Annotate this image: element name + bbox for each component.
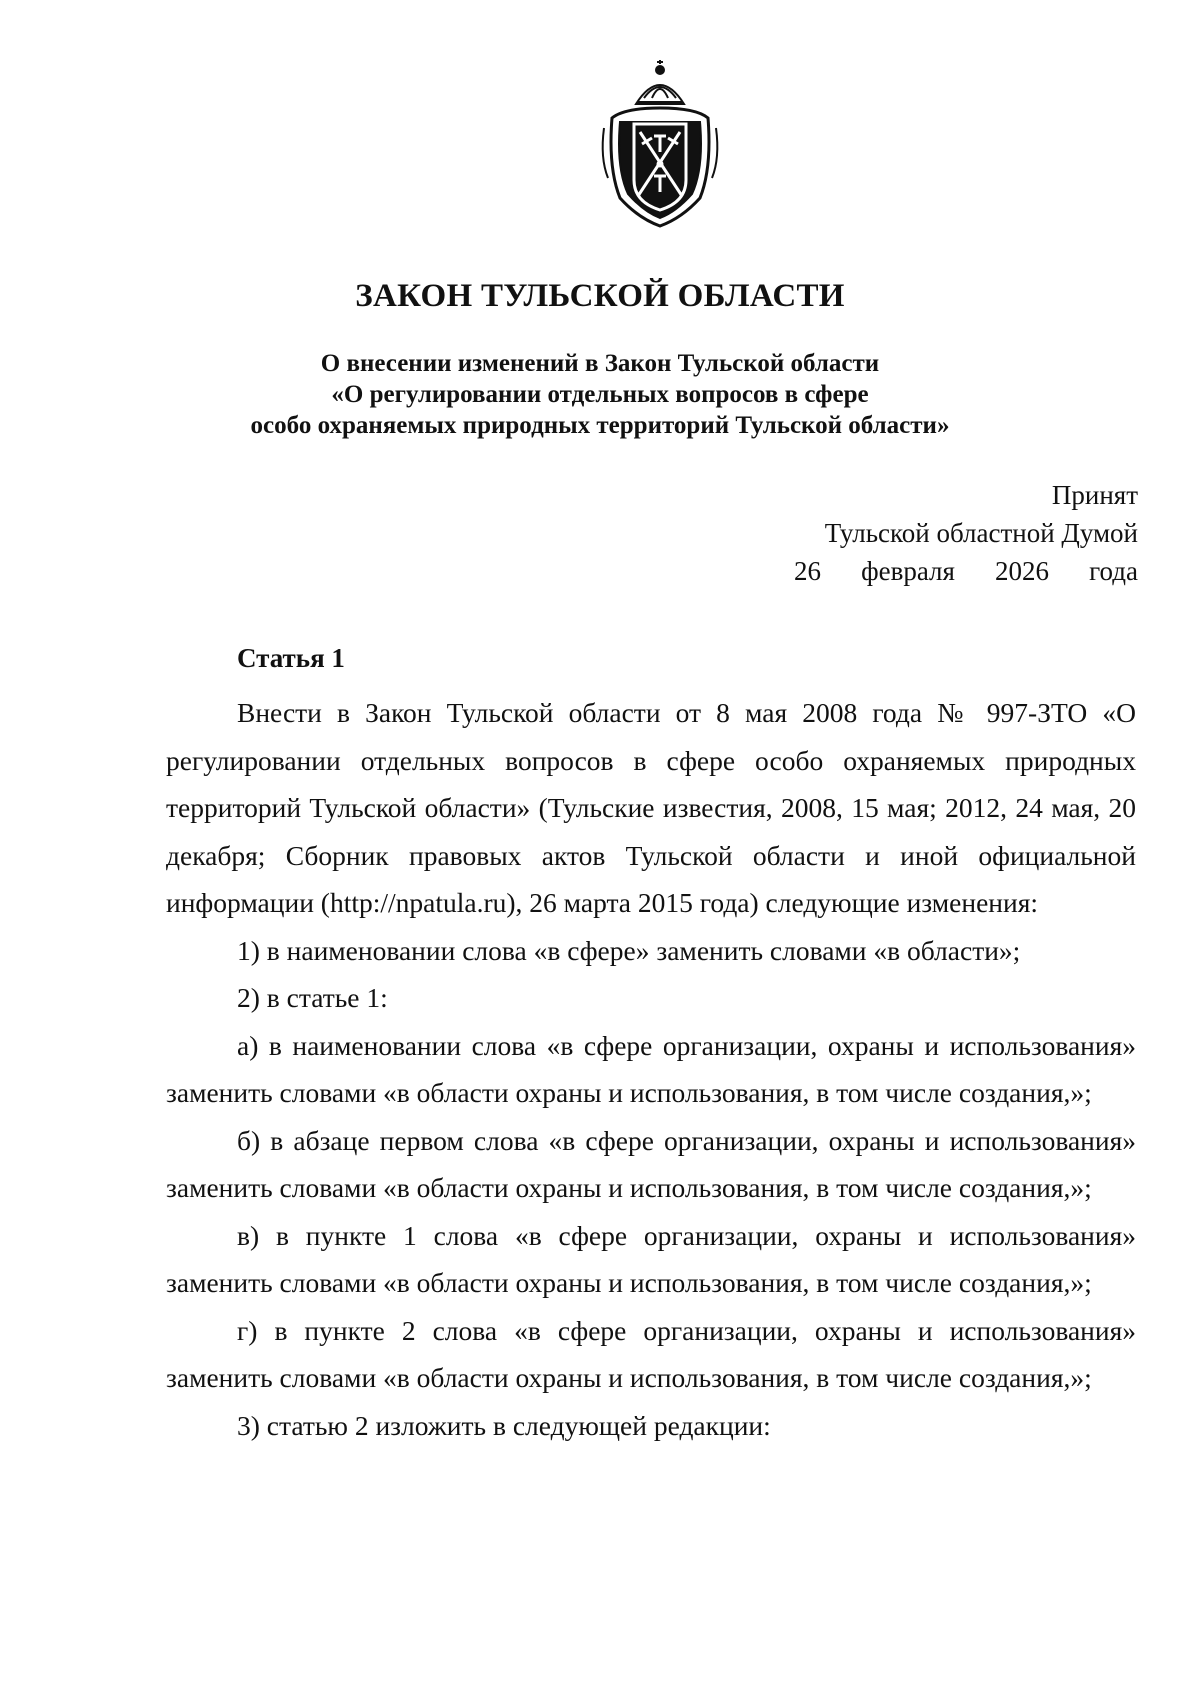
- article-heading: Статья 1: [237, 643, 345, 673]
- coat-of-arms-icon: [598, 58, 722, 230]
- adoption-date: [794, 552, 1138, 590]
- adoption-label: Принят: [1051, 480, 1138, 510]
- paragraph: Внести в Закон Тульской области от 8 мая 2008 года № 997-ЗТО «О регулировании отдельных вопросов в сфере особо охраняемых природных территорий Тульской области» (Тульские известия, 2008, 15 мая; 2012, 24 мая, 20 декабря; Сборник правовых актов Тульской области и иной официальной информации (http://npatula.ru), 26 марта 2015 года) следующие изменения:: [166, 697, 1136, 918]
- adoption-month: февраля: [861, 556, 955, 586]
- paragraph: 2) в статье 1:: [237, 982, 388, 1013]
- paragraph: б) в абзаце первом слова «в сфере организации, охраны и использования» заменить словами «в области охраны и использования, в том числе создания,»;: [166, 1124, 1136, 1203]
- paragraph: 1) в наименовании слова «в сфере» заменить словами «в области»;: [237, 934, 1021, 966]
- subtitle-line: «О регулировании отдельных вопросов в сфере: [331, 381, 869, 408]
- paragraph: в) в пункте 1 слова «в сфере организации, охраны и использования» заменить словами «в области охраны и использования, в том числе создания,»;: [166, 1219, 1136, 1298]
- adoption-day: 26: [794, 556, 821, 586]
- subtitle-line: особо охраняемых природных территорий Тульской области»: [250, 412, 950, 439]
- law-title: ЗАКОН ТУЛЬСКОЙ ОБЛАСТИ: [355, 278, 845, 314]
- adoption-year-word: года: [1089, 556, 1138, 586]
- paragraph: а) в наименовании слова «в сфере организации, охраны и использования» заменить словами «в области охраны и использования, в том числе создания,»;: [166, 1029, 1136, 1108]
- subtitle-line: О внесении изменений в Закон Тульской области: [320, 350, 880, 377]
- adoption-year: 2026: [995, 556, 1050, 586]
- article-body: [166, 689, 1136, 1449]
- paragraph: г) в пункте 2 слова «в сфере организации, охраны и использования» заменить словами «в области охраны и использования, в том числе создания,»;: [166, 1314, 1136, 1393]
- adoption-body: Тульской областной Думой: [824, 518, 1138, 548]
- paragraph: 3) статью 2 изложить в следующей редакции:: [237, 1409, 771, 1441]
- law-subtitle: [0, 348, 1200, 441]
- adoption-block: [794, 476, 1138, 590]
